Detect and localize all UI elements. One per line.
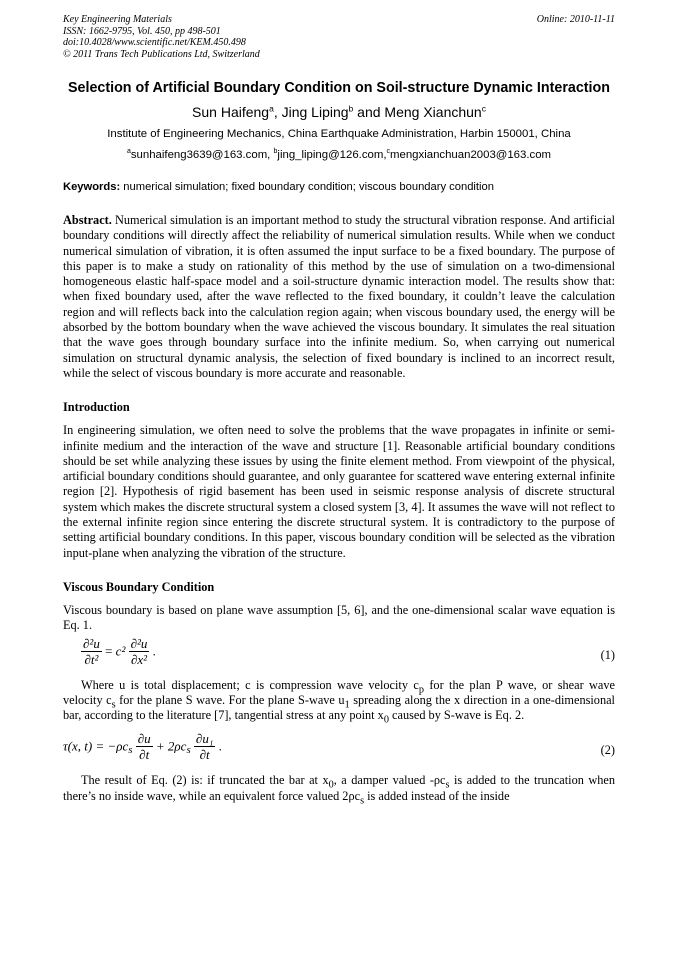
abstract-text: Numerical simulation is an important method to study the structural vibration response. And artificial boundary conditions will directly affect the reliability of numerical simulation results. While when we conduct numerical simulation of vibration, it is often assumed the input surface to be a fixed boundary. The purpose of this paper is to make a study on rationality of this method by the use of simulation on a two-dimensional homogeneous elastic half-space model and a soil-structure dynamic interaction model. The results show that: when fixed boundary used, after the wave reflected to the fixed boundary, it couldn’t leave the calculation region and will reflects back into the calculation region again; when viscous boundary used, the energy will be absorbed by the bottom boundary when the wave achieved the viscous boundary. It simulates the real situation that the wave goes through boundary surface into the infinite medium. So, when carrying out numerical simulation on structural dynamic analysis, the selection of fixed boundary is inclined to an incorrect result, while the select of viscous boundary is more accurate and reasonable. [63,213,615,380]
eq1-period: . [152,643,156,659]
text-run: , a damper valued -ρc [333,773,446,788]
author-name: Meng Xianchun [384,104,482,120]
author-affil-mark: b [348,103,354,114]
email-mark: c [386,148,391,156]
subscript: s [360,795,365,807]
viscous-paragraph-3 [63,773,616,807]
text-run: The result of Eq. (2) is: if truncated the bar at x [81,773,329,788]
author-emails [63,148,615,162]
eq2-f2-num: ∂u₁ [195,731,214,747]
eq2-middle-term: + 2ρc [155,738,187,754]
eq1-rhs-num: ∂²u [130,635,148,651]
eq2-lhs: τ(x, t) = −ρc [63,738,129,754]
section-heading-introduction: Introduction [63,400,130,415]
author-affil-mark: c [481,103,486,114]
issn-line: ISSN: 1662-9795, Vol. 450, pp 498-501 [63,25,221,37]
doi-line[interactable]: doi:10.4028/www.scientific.net/KEM.450.498 [63,37,246,48]
copyright-line: © 2011 Trans Tech Publications Ltd, Switzerland [63,48,260,60]
text-run: caused by S-wave is Eq. 2. [388,708,525,723]
text-run: spreading along the x direction in a one-dimensional bar, according to the literature [7], tangential stress at any point x [63,692,615,723]
text-run: Where u is total displacement; c is compression wave velocity c [81,677,419,692]
subscript: 1 [344,699,350,711]
eq1-coefficient: c² [115,643,126,659]
author-separator: , [273,104,282,120]
eq1-lhs-num: ∂²u [83,635,100,651]
paper-title: Selection of Artificial Boundary Condition on Soil-structure Dynamic Interaction [67,80,610,96]
viscous-paragraph-1: Viscous boundary is based on plane wave assumption [5, 6], and the one-dimensional scalar wave equation is Eq. 1. [63,602,615,633]
journal-name: Key Engineering Materials [63,14,172,25]
email-mark: b [273,148,278,156]
eq2-fraction-1 [136,731,153,762]
author-separator: and [353,104,385,120]
journal-header [63,14,615,60]
section-heading-viscous-boundary: Viscous Boundary Condition [63,579,215,594]
author-name: Sun Haifeng [192,104,270,120]
text-run: is added instead of the inside [364,788,510,803]
eq2-period: . [218,738,222,754]
email-link[interactable]: mengxianchuan2003@163.com [390,149,552,161]
online-date: Online: 2010-11-11 [536,14,615,25]
keywords-label: Keywords: [63,181,121,193]
author-name: Jing Liping [281,104,349,120]
equation-number: (2) [600,743,615,758]
equation-number: (1) [600,647,615,662]
keywords [63,180,615,194]
email-mark: a [126,148,131,156]
eq1-rhs-fraction [129,636,150,667]
subscript: s [445,779,450,791]
eq1-lhs-fraction [81,636,102,667]
eq1-lhs-den: ∂t² [84,651,99,667]
subscript: 0 [328,779,334,791]
email-link[interactable]: sunhaifeng3639@163.com, [130,149,274,161]
text-run: for the plane S wave. For the plane S-wave u [115,692,345,707]
eq2-lhs-subscript: s [128,744,133,757]
text-run: for the plan P wave, or shear wave velocity c [63,677,615,707]
viscous-paragraph-2 [63,678,615,724]
equation-2 [63,729,615,773]
abstract-label: Abstract. [63,213,112,227]
author-list [63,103,615,121]
subscript: p [418,683,424,695]
text-run: is added to the truncation when there’s no inside wave, while an equivalent force valued 2ρc [63,773,616,803]
eq2-f1-den: ∂t [139,747,150,763]
abstract [63,213,615,381]
paper-page [63,14,616,807]
equation-1 [63,634,615,678]
keywords-text: numerical simulation; fixed boundary condition; viscous boundary condition [120,181,494,193]
eq1-equals: = [105,643,113,659]
introduction-paragraph: In engineering simulation, we often need to solve the problems that the wave propagates in infinite or semi-infinite medium and the interaction of the wave and structure [1]. Reasonable artificial boundary conditions should be set while analyzing these issues by using the finite element method. From viewpoint of the physical, artificial boundary conditions should guarantee, and only guarantee for scattered wave entering external infinite region [2]. Hypothesis of rigid basement has been used in seismic response analysis of discrete structural system which makes the discrete structural system a closed system [3, 4]. It assumes the wave will not reflect to the external infinite region since entering the discrete structural system. It is contradictory to the purpose of setting artificial boundary conditions. In this paper, viscous boundary condition will be selected as the vibration input-plane when analyzing the vibration of the structure. [63,423,615,560]
eq2-f1-num: ∂u [137,731,151,747]
eq2-middle-subscript: s [186,744,191,757]
author-affil-mark: a [269,103,274,114]
subscript: s [111,699,116,711]
email-link[interactable]: jing_liping@126.com, [277,149,387,161]
eq2-fraction-2 [194,731,215,762]
eq2-f2-den: ∂t [199,747,210,763]
subscript: 0 [383,714,389,726]
institution: Institute of Engineering Mechanics, China Earthquake Administration, Harbin 150001, China [107,128,571,140]
eq1-rhs-den: ∂x² [130,651,148,667]
